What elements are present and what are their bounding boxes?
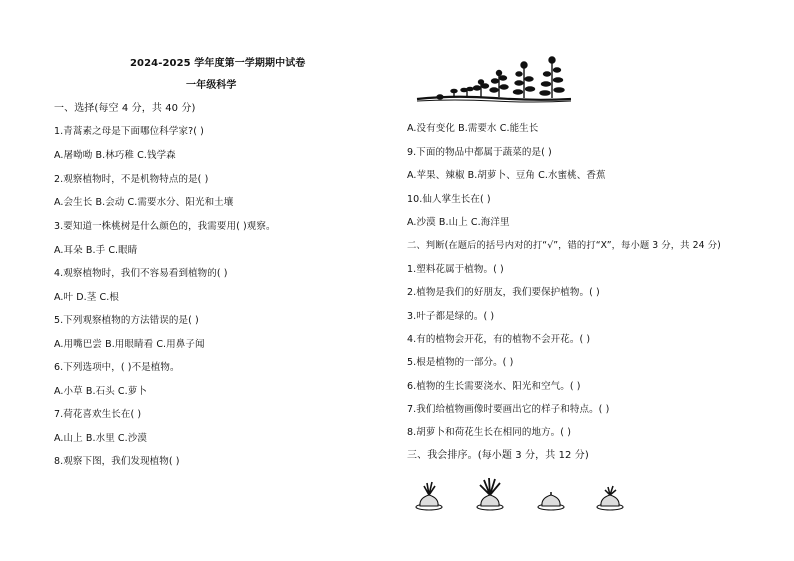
question-1: 1.青蒿素之母是下面哪位科学家?( ) (54, 126, 204, 137)
question-4-options: A.叶 D.茎 C.根 (54, 292, 119, 303)
question-5: 5.下列观察植物的方法错误的是( ) (54, 315, 199, 326)
question-6-options: A.小草 B.石头 C.萝卜 (54, 386, 147, 397)
exam-subtitle: 一年级科学 (186, 80, 237, 91)
question-7: 7.荷花喜欢生长在( ) (54, 409, 142, 420)
question-3: 3.要知道一株桃树是什么颜色的，我需要用( )观察。 (54, 221, 276, 232)
question-9: 9.下面的物品中都属于蔬菜的是( ) (407, 147, 552, 158)
judge-2: 2.植物是我们的好朋友，我们要保护植物。( ) (407, 287, 600, 298)
question-7-options: A.山上 B.水里 C.沙漠 (54, 433, 147, 444)
question-10-options: A.沙漠 B.山上 C.海洋里 (407, 217, 510, 228)
judge-4: 4.有的植物会开花，有的植物不会开花。( ) (407, 334, 591, 345)
question-5-options: A.用嘴巴尝 B.用眼睛看 C.用鼻子闻 (54, 339, 205, 350)
question-4: 4.观察植物时，我们不容易看到植物的( ) (54, 268, 228, 279)
judge-3: 3.叶子都是绿的。( ) (407, 311, 495, 322)
question-8-options: A.没有变化 B.需要水 C.能生长 (407, 123, 539, 134)
question-1-options: A.屠呦呦 B.林巧稚 C.钱学森 (54, 150, 176, 161)
judge-6: 6.植物的生长需要浇水、阳光和空气。( ) (407, 381, 581, 392)
plant-growth-sequence-icon (414, 55, 574, 105)
judge-7: 7.我们给植物画像时要画出它的样子和特点。( ) (407, 404, 610, 415)
question-3-options: A.耳朵 B.手 C.眼睛 (54, 245, 138, 256)
question-6: 6.下列选项中，( )不是植物。 (54, 362, 180, 373)
onion-growth-sequence-icon (410, 476, 630, 518)
question-2-options: A.会生长 B.会动 C.需要水分、阳光和土壤 (54, 197, 234, 208)
section-choice-heading: 一、选择(每空 4 分，共 40 分) (54, 103, 196, 114)
section-order-heading: 三、我会排序。(每小题 3 分，共 12 分) (407, 450, 589, 461)
judge-5: 5.根是植物的一部分。( ) (407, 357, 514, 368)
question-9-options: A.苹果、辣椒 B.胡萝卜、豆角 C.水蜜桃、香蕉 (407, 170, 606, 181)
judge-1: 1.塑料花属于植物。( ) (407, 264, 504, 275)
question-10: 10.仙人掌生长在( ) (407, 194, 491, 205)
exam-title: 2024-2025 学年度第一学期期中试卷 (130, 58, 306, 69)
judge-8: 8.胡萝卜和荷花生长在相同的地方。( ) (407, 427, 571, 438)
question-2: 2.观察植物时，不是机物特点的是( ) (54, 174, 209, 185)
question-8: 8.观察下图，我们发现植物( ) (54, 456, 180, 467)
section-judge-heading: 二、判断(在题后的括号内对的打“√”，错的打“X”，每小题 3 分，共 24 分) (407, 240, 721, 251)
